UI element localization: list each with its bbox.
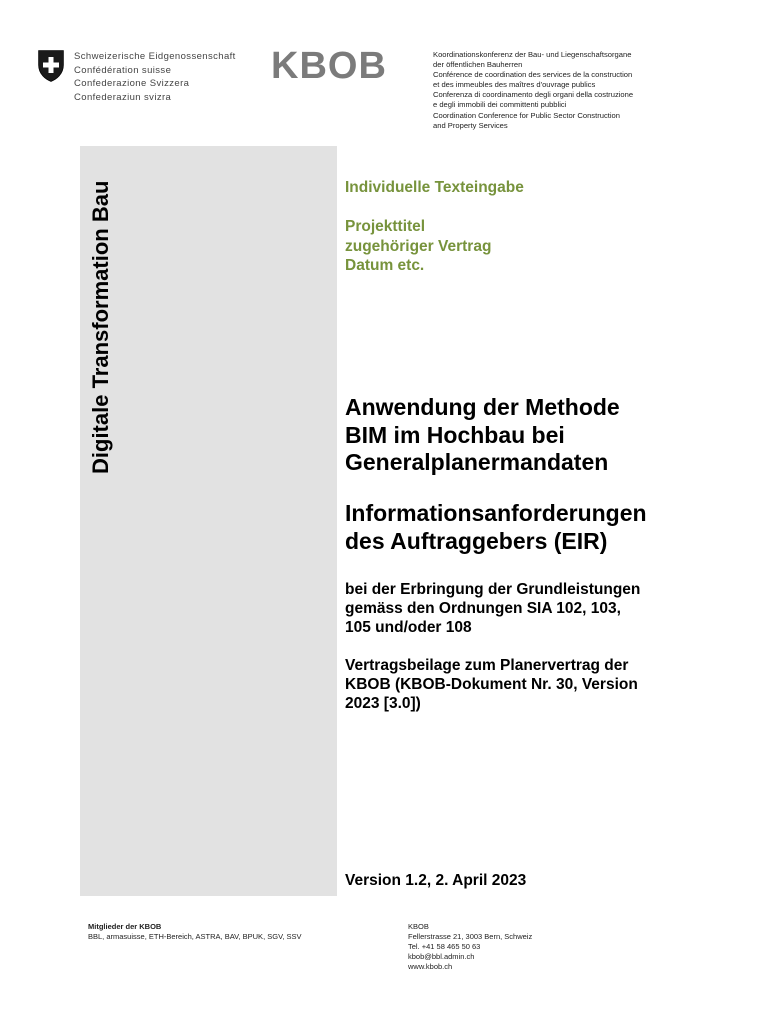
main-title-line: Generalplanermandaten [345,449,609,475]
kbob-description-line: and Property Services [433,120,508,130]
contact-website[interactable]: www.kbob.ch [408,962,453,971]
contract-description-line: 2023 [3.0]) [345,695,421,712]
kbob-description-line: Conférence de coordination des services de la construction [433,70,633,80]
project-title-placeholder: Projekttitel [345,218,426,235]
sub-title-line: des Auftraggebers (EIR) [345,527,608,554]
confederation-names [74,50,236,104]
sub-title-line: Informationsanforderungen [345,500,647,526]
confederation-name: Confédération suisse [74,64,172,76]
main-title [345,394,620,477]
kbob-description-line: Koordinationskonferenz der Bau- und Liegenschaftsorgane [433,50,632,59]
kbob-description-line: Coordination Conference for Public Sector Construction [433,110,620,120]
kbob-description [433,50,703,131]
sub-title [345,500,647,555]
contact-org: KBOB [408,922,429,931]
scope-description-line: 105 und/oder 108 [345,619,472,636]
scope-description-line: bei der Erbringung der Grundleistungen [345,581,641,598]
kbob-logo: KBOB [271,45,387,87]
input-hint: Individuelle Texteingabe [345,179,524,196]
main-title-line: BIM im Hochbau bei [345,421,565,448]
scope-description-line: gemäss den Ordnungen SIA 102, 103, [345,600,621,617]
swiss-coat-of-arms-icon [37,49,65,88]
kbob-description-line: der öffentlichen Bauherren [433,60,523,70]
members-label: Mitglieder der KBOB [88,922,162,931]
confederation-name: Confederaziun svizra [74,91,172,103]
contract-placeholder: zugehöriger Vertrag [345,237,492,255]
footer-contact [408,922,532,972]
contact-email[interactable]: kbob@bbl.admin.ch [408,952,475,961]
scope-description [345,580,640,637]
vertical-title: Digitale Transformation Bau [88,180,113,474]
confederation-name: Confederazione Svizzera [74,78,190,89]
footer-members [88,922,302,942]
contract-description-line: Vertragsbeilage zum Planervertrag der [345,657,629,674]
kbob-description-line: et des immeubles des maîtres d'ouvrage publics [433,80,596,90]
contact-phone: Tel. +41 58 465 50 63 [408,942,481,951]
contract-description-line: KBOB (KBOB-Dokument Nr. 30, Version [345,676,638,693]
side-panel [80,146,337,896]
contact-address: Fellerstrasse 21, 3003 Bern, Schweiz [408,932,533,941]
main-title-line: Anwendung der Methode [345,394,620,420]
kbob-description-line: e degli immobili dei committenti pubblici [433,100,567,110]
version-date: Version 1.2, 2. April 2023 [345,872,527,889]
confederation-name: Schweizerische Eidgenossenschaft [74,51,236,62]
contract-description [345,656,638,713]
members-list: BBL, armasuisse, ETH-Bereich, ASTRA, BAV, BPUK, SGV, SSV [88,932,302,941]
date-placeholder: Datum etc. [345,257,425,274]
kbob-description-line: Conferenza di coordinamento degli organi della costruzione [433,90,634,100]
project-meta [345,217,491,276]
